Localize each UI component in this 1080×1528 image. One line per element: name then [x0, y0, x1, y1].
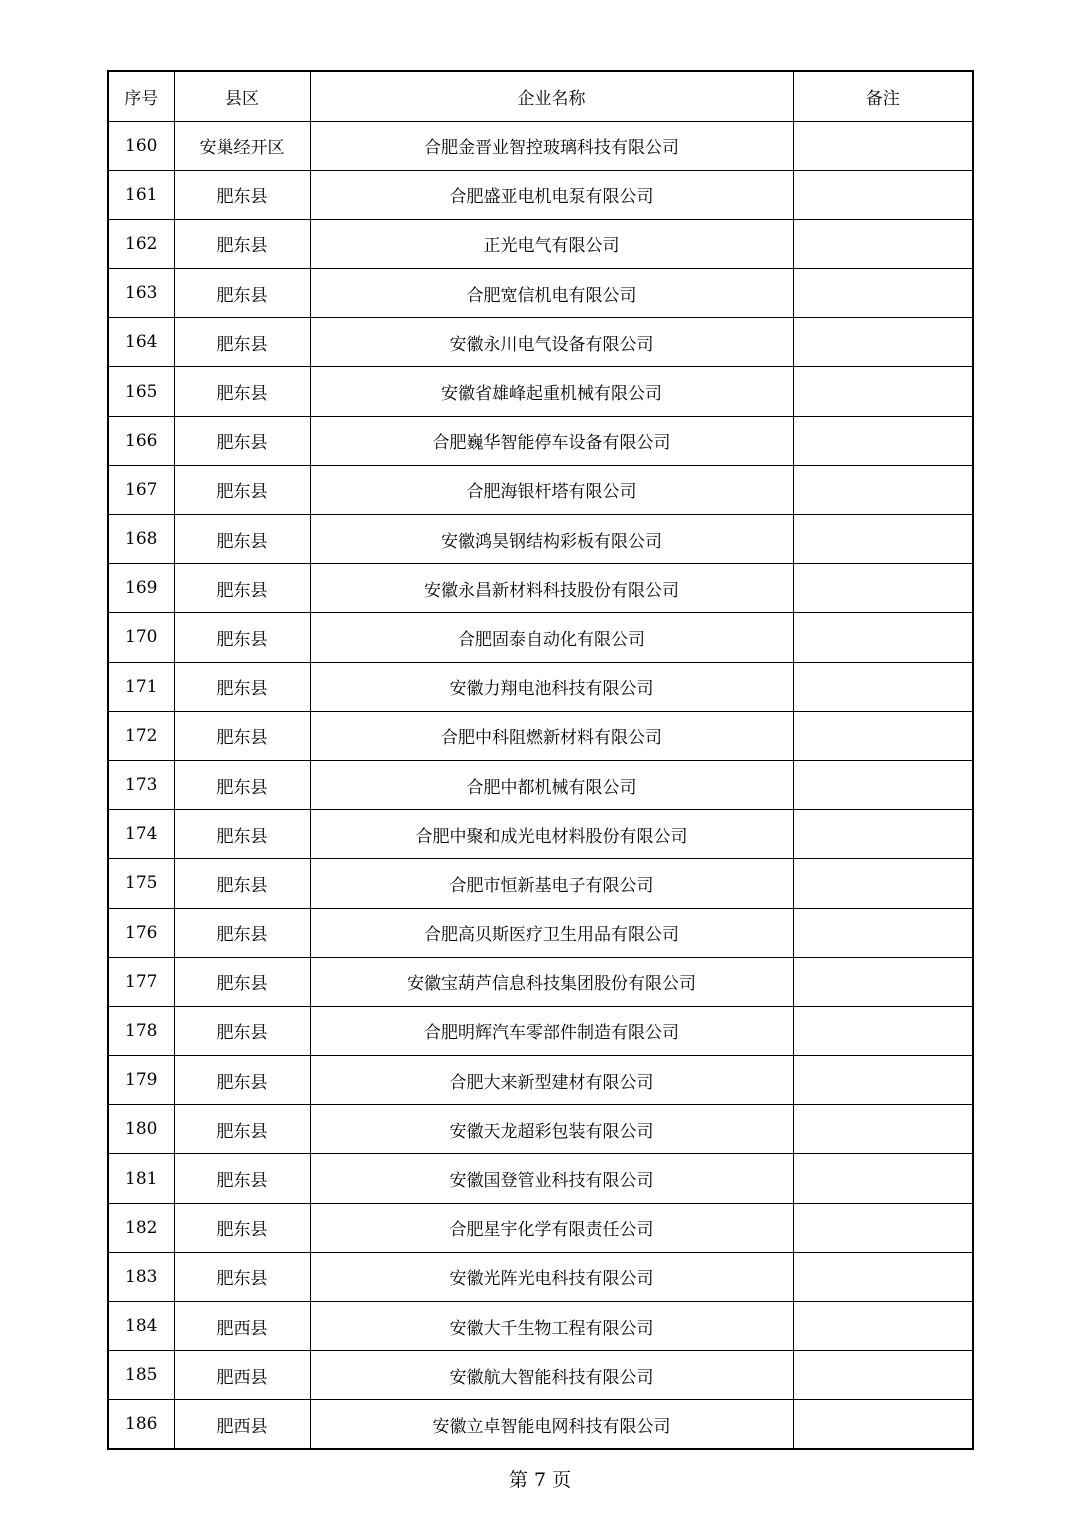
table-row [108, 1056, 973, 1105]
cell-remark [793, 564, 973, 613]
cell-company-name: 合肥中都机械有限公司 [310, 760, 793, 809]
cell-serial-number: 176 [108, 908, 174, 957]
cell-county: 肥东县 [174, 1203, 310, 1252]
cell-county: 肥东县 [174, 810, 310, 859]
cell-remark [793, 908, 973, 957]
cell-company-name: 安徽大千生物工程有限公司 [310, 1302, 793, 1351]
cell-serial-number: 171 [108, 662, 174, 711]
cell-company-name: 合肥固泰自动化有限公司 [310, 613, 793, 662]
table-row [108, 613, 973, 662]
header-company-name: 企业名称 [310, 71, 793, 121]
cell-county: 肥东县 [174, 613, 310, 662]
cell-county: 肥东县 [174, 465, 310, 514]
table-row [108, 760, 973, 809]
cell-county: 肥东县 [174, 367, 310, 416]
cell-company-name: 安徽立卓智能电网科技有限公司 [310, 1400, 793, 1449]
cell-company-name: 安徽航大智能科技有限公司 [310, 1351, 793, 1400]
cell-serial-number: 183 [108, 1252, 174, 1301]
cell-county: 肥东县 [174, 859, 310, 908]
cell-remark [793, 1302, 973, 1351]
cell-company-name: 合肥金晋业智控玻璃科技有限公司 [310, 121, 793, 170]
cell-remark [793, 760, 973, 809]
cell-serial-number: 182 [108, 1203, 174, 1252]
cell-serial-number: 177 [108, 957, 174, 1006]
cell-remark [793, 1351, 973, 1400]
cell-remark [793, 957, 973, 1006]
table-header [108, 71, 973, 121]
cell-company-name: 安徽力翔电池科技有限公司 [310, 662, 793, 711]
cell-remark [793, 1105, 973, 1154]
cell-remark [793, 367, 973, 416]
table-row [108, 1302, 973, 1351]
table-row [108, 1400, 973, 1449]
cell-serial-number: 173 [108, 760, 174, 809]
cell-company-name: 合肥海银杆塔有限公司 [310, 465, 793, 514]
table-row [108, 1105, 973, 1154]
cell-remark [793, 859, 973, 908]
cell-company-name: 安徽鸿昊钢结构彩板有限公司 [310, 515, 793, 564]
header-remark: 备注 [793, 71, 973, 121]
header-row [108, 71, 973, 121]
cell-county: 肥东县 [174, 760, 310, 809]
cell-remark [793, 318, 973, 367]
cell-remark [793, 465, 973, 514]
cell-company-name: 安徽永昌新材料科技股份有限公司 [310, 564, 793, 613]
cell-company-name: 合肥高贝斯医疗卫生用品有限公司 [310, 908, 793, 957]
table-row [108, 465, 973, 514]
cell-county: 肥西县 [174, 1351, 310, 1400]
cell-county: 肥西县 [174, 1302, 310, 1351]
cell-serial-number: 165 [108, 367, 174, 416]
table-row [108, 121, 973, 170]
cell-remark [793, 515, 973, 564]
cell-serial-number: 167 [108, 465, 174, 514]
cell-serial-number: 178 [108, 1006, 174, 1055]
cell-serial-number: 168 [108, 515, 174, 564]
table-row [108, 367, 973, 416]
cell-county: 肥东县 [174, 1154, 310, 1203]
cell-serial-number: 170 [108, 613, 174, 662]
table-row [108, 1203, 973, 1252]
cell-company-name: 合肥市恒新基电子有限公司 [310, 859, 793, 908]
cell-serial-number: 162 [108, 219, 174, 268]
cell-serial-number: 181 [108, 1154, 174, 1203]
cell-remark [793, 1154, 973, 1203]
cell-county: 肥东县 [174, 1056, 310, 1105]
cell-company-name: 安徽光阵光电科技有限公司 [310, 1252, 793, 1301]
table-row [108, 318, 973, 367]
cell-remark [793, 711, 973, 760]
cell-remark [793, 416, 973, 465]
cell-county: 肥东县 [174, 515, 310, 564]
cell-county: 肥东县 [174, 1252, 310, 1301]
cell-serial-number: 164 [108, 318, 174, 367]
company-table [107, 70, 974, 1450]
header-county: 县区 [174, 71, 310, 121]
table-row [108, 1006, 973, 1055]
cell-serial-number: 175 [108, 859, 174, 908]
cell-serial-number: 186 [108, 1400, 174, 1449]
cell-company-name: 合肥盛亚电机电泵有限公司 [310, 170, 793, 219]
cell-serial-number: 160 [108, 121, 174, 170]
cell-serial-number: 179 [108, 1056, 174, 1105]
cell-company-name: 合肥中科阻燃新材料有限公司 [310, 711, 793, 760]
cell-county: 肥东县 [174, 318, 310, 367]
cell-remark [793, 269, 973, 318]
cell-serial-number: 172 [108, 711, 174, 760]
cell-company-name: 合肥明辉汽车零部件制造有限公司 [310, 1006, 793, 1055]
cell-remark [793, 170, 973, 219]
cell-county: 肥东县 [174, 957, 310, 1006]
cell-county: 肥西县 [174, 1400, 310, 1449]
cell-serial-number: 174 [108, 810, 174, 859]
cell-company-name: 安徽省雄峰起重机械有限公司 [310, 367, 793, 416]
cell-county: 肥东县 [174, 564, 310, 613]
cell-company-name: 合肥巍华智能停车设备有限公司 [310, 416, 793, 465]
cell-county: 肥东县 [174, 170, 310, 219]
cell-remark [793, 1252, 973, 1301]
cell-company-name: 安徽永川电气设备有限公司 [310, 318, 793, 367]
table-row [108, 859, 973, 908]
cell-serial-number: 180 [108, 1105, 174, 1154]
cell-company-name: 正光电气有限公司 [310, 219, 793, 268]
table-row [108, 515, 973, 564]
cell-company-name: 安徽宝葫芦信息科技集团股份有限公司 [310, 957, 793, 1006]
table-row [108, 1154, 973, 1203]
cell-county: 肥东县 [174, 908, 310, 957]
cell-serial-number: 166 [108, 416, 174, 465]
cell-remark [793, 1006, 973, 1055]
table-row [108, 662, 973, 711]
cell-company-name: 合肥中聚和成光电材料股份有限公司 [310, 810, 793, 859]
cell-county: 肥东县 [174, 711, 310, 760]
cell-county: 肥东县 [174, 416, 310, 465]
cell-county: 肥东县 [174, 662, 310, 711]
cell-county: 肥东县 [174, 269, 310, 318]
table-row [108, 564, 973, 613]
cell-company-name: 合肥大来新型建材有限公司 [310, 1056, 793, 1105]
cell-serial-number: 163 [108, 269, 174, 318]
table-body [108, 121, 973, 1449]
cell-county: 肥东县 [174, 1105, 310, 1154]
cell-serial-number: 161 [108, 170, 174, 219]
cell-remark [793, 1056, 973, 1105]
cell-county: 安巢经开区 [174, 121, 310, 170]
table-row [108, 711, 973, 760]
cell-company-name: 安徽天龙超彩包装有限公司 [310, 1105, 793, 1154]
table-row [108, 219, 973, 268]
cell-company-name: 合肥星宇化学有限责任公司 [310, 1203, 793, 1252]
table-row [108, 269, 973, 318]
cell-remark [793, 121, 973, 170]
table-row [108, 416, 973, 465]
table-row [108, 957, 973, 1006]
header-serial-number: 序号 [108, 71, 174, 121]
table-row [108, 1351, 973, 1400]
cell-remark [793, 219, 973, 268]
cell-serial-number: 169 [108, 564, 174, 613]
cell-county: 肥东县 [174, 219, 310, 268]
page-number: 第 7 页 [508, 1469, 572, 1491]
cell-remark [793, 810, 973, 859]
cell-remark [793, 1203, 973, 1252]
table-row [108, 908, 973, 957]
cell-remark [793, 662, 973, 711]
cell-company-name: 安徽国登管业科技有限公司 [310, 1154, 793, 1203]
table-row [108, 170, 973, 219]
cell-remark [793, 613, 973, 662]
cell-serial-number: 184 [108, 1302, 174, 1351]
table-row [108, 1252, 973, 1301]
table-row [108, 810, 973, 859]
cell-serial-number: 185 [108, 1351, 174, 1400]
cell-remark [793, 1400, 973, 1449]
cell-company-name: 合肥宽信机电有限公司 [310, 269, 793, 318]
cell-county: 肥东县 [174, 1006, 310, 1055]
